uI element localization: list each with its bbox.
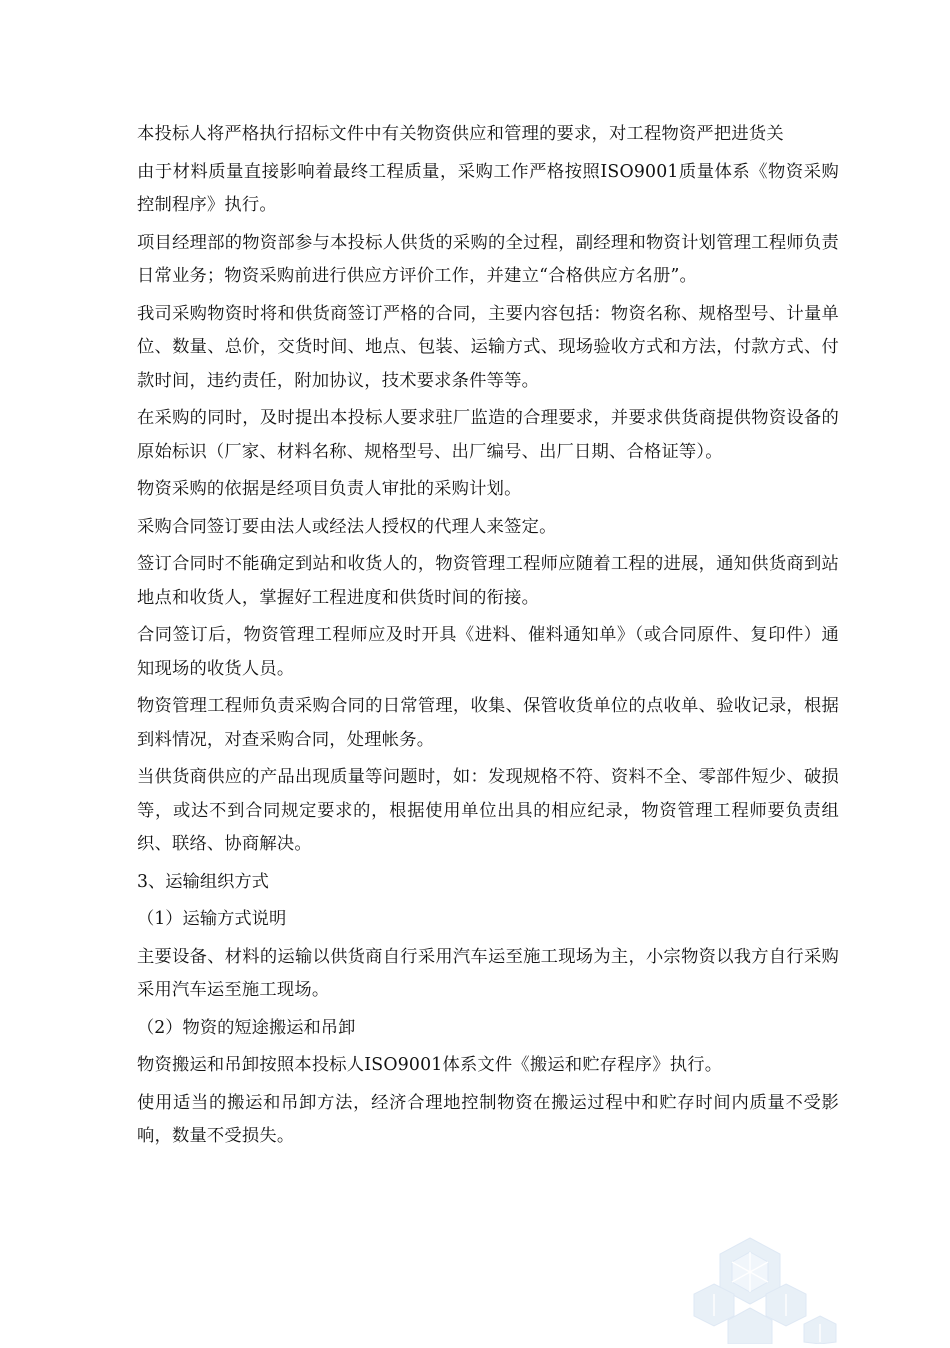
paragraph-7: 采购合同签订要由法人或经法人授权的代理人来签定。 — [137, 516, 557, 537]
paragraph-8: 签订合同时不能确定到站和收货人的，物资管理工程师应随着工程的进展，通知供货商到站地点和收货人，掌握好工程进度和供货时间的衔接。 — [137, 554, 839, 608]
subsection-2-text-2: 使用适当的搬运和吊卸方法，经济合理地控制物资在搬运过程中和贮存时间内质量不受影响，数量不受损失。 — [137, 1092, 839, 1146]
section-3-heading: 3、运输组织方式 — [137, 871, 269, 892]
paragraph-2: 由于材料质量直接影响着最终工程质量，采购工作严格按照ISO9001质量体系《物资采购控制程序》执行。 — [137, 161, 839, 215]
paragraph-5: 在采购的同时，及时提出本投标人要求驻厂监造的合理要求，并要求供货商提供物资设备的原始标识（厂家、材料名称、规格型号、出厂编号、出厂日期、合格证等）。 — [137, 408, 839, 462]
paragraph-4: 我司采购物资时将和供货商签订严格的合同，主要内容包括：物资名称、规格型号、计量单位、数量、总价，交货时间、地点、包装、运输方式、现场验收方式和方法，付款方式、付款时间，违约责任，附加协议，技术要求条件等等。 — [137, 303, 839, 391]
paragraph-10: 物资管理工程师负责采购合同的日常管理，收集、保管收货单位的点收单、验收记录，根据到料情况，对查采购合同，处理帐务。 — [137, 696, 839, 750]
subsection-1-text: 主要设备、材料的运输以供货商自行采用汽车运至施工现场为主，小宗物资以我方自行采购采用汽车运至施工现场。 — [137, 946, 839, 1000]
subsection-2-heading: （2）物资的短途搬运和吊卸 — [137, 1017, 356, 1038]
snowflake-watermark-icon — [680, 1232, 850, 1344]
paragraph-1: 本投标人将严格执行招标文件中有关物资供应和管理的要求，对工程物资严把进货关 — [137, 124, 784, 144]
subsection-2-text-1: 物资搬运和吊卸按照本投标人ISO9001体系文件《搬运和贮存程序》执行。 — [137, 1055, 723, 1075]
paragraph-3: 项目经理部的物资部参与本投标人供货的采购的全过程，副经理和物资计划管理工程师负责日常业务；物资采购前进行供应方评价工作，并建立“合格供应方名册”。 — [137, 232, 839, 286]
document-body — [137, 118, 839, 1158]
paragraph-6: 物资采购的依据是经项目负责人审批的采购计划。 — [137, 479, 522, 499]
paragraph-11: 当供货商供应的产品出现质量等问题时，如：发现规格不符、资料不全、零部件短少、破损等，或达不到合同规定要求的，根据使用单位出具的相应纪录，物资管理工程师要负责组织、联络、协商解决。 — [137, 767, 839, 854]
subsection-1-heading: （1）运输方式说明 — [137, 909, 287, 929]
paragraph-9: 合同签订后，物资管理工程师应及时开具《进料、催料通知单》（或合同原件、复印件）通知现场的收货人员。 — [137, 625, 839, 679]
